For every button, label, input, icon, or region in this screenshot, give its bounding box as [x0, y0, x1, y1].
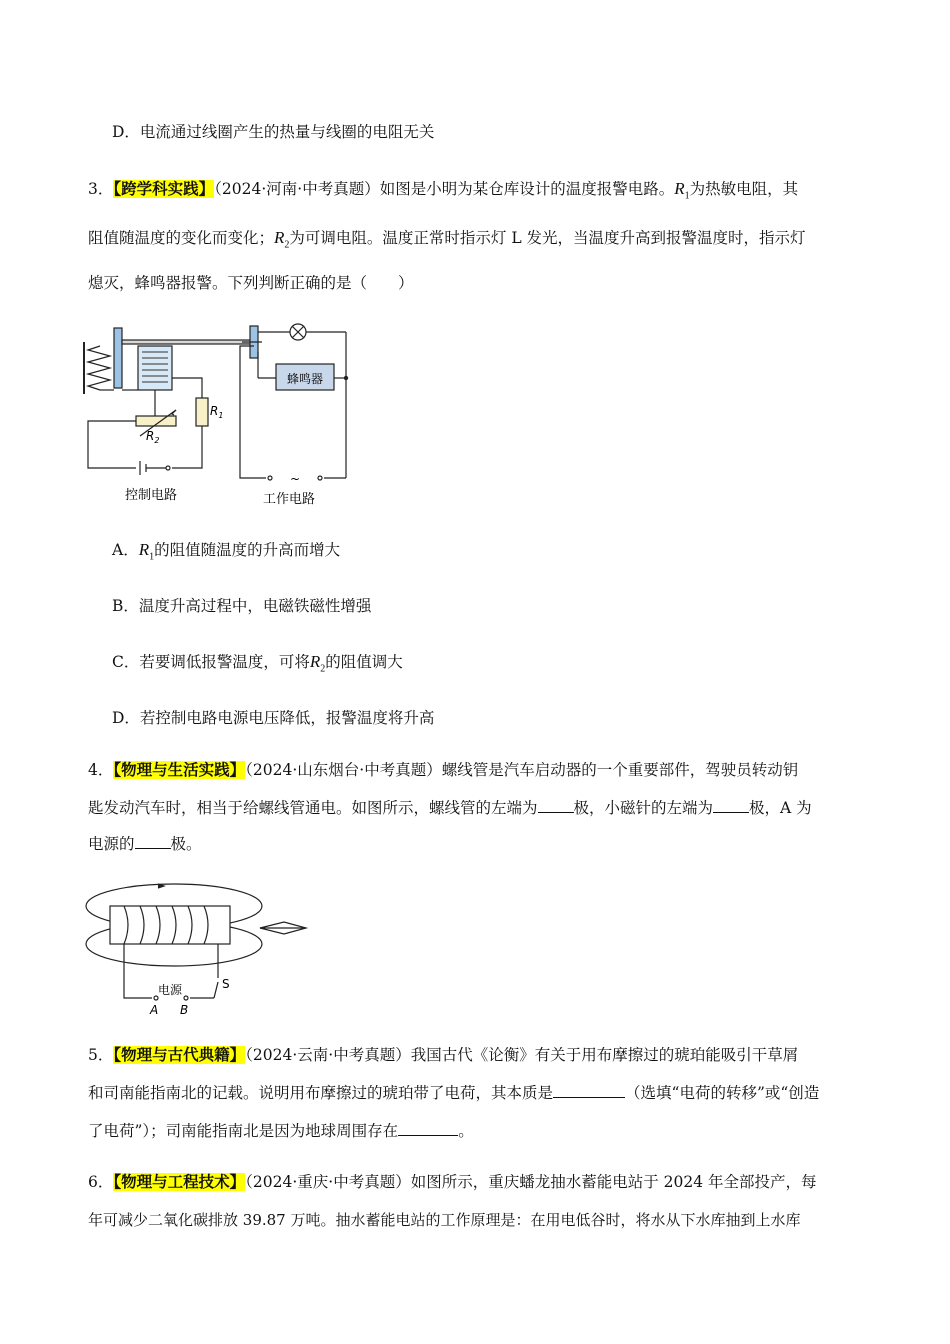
q6-number: 6．	[88, 1173, 114, 1191]
blank-5[interactable]	[398, 1121, 458, 1136]
blank-2[interactable]	[713, 798, 749, 813]
q3-option-c: C．若要调低报警温度，可将$R_2$的阻值调大	[112, 652, 403, 675]
q3-line2	[88, 228, 806, 255]
q2-option-d: D．电流通过线圈产生的热量与线圈的电阻无关	[112, 123, 435, 141]
power-label: 电源	[158, 983, 183, 997]
r1-label: $R_1$	[210, 404, 224, 420]
q3-text: 阻值随温度的变化而变化；	[88, 229, 275, 247]
q3-number: 3．	[88, 180, 114, 198]
q4-line2: 匙发动汽车时，相当于给螺线管通电。如图所示，螺线管的左端为 极，小磁针的左端为 极，A 为	[88, 799, 812, 817]
q6-line2: 年可减少二氧化碳排放 39.87 万吨。抽水蓄能电站的工作原理是：在用电低谷时，将水从下水库抽到上水库	[88, 1211, 801, 1229]
armature-post	[114, 328, 122, 388]
r1-symbol: $R_1$	[674, 179, 690, 202]
r1-symbol: $R_1$	[138, 540, 155, 563]
q5-line1: 5．【物理与古代典籍】（2024·云南·中考真题）我国古代《论衡》有关于用布摩擦过的琥珀能吸引干草屑	[88, 1046, 799, 1064]
alarm-circuit-diagram	[80, 318, 370, 513]
q3-tag: 【跨学科实践】	[113, 180, 215, 198]
q3-line1	[88, 179, 798, 206]
q5-line2: 和司南能指南北的记载。说明用布摩擦过的琥珀带了电荷，其本质是 （选填“电荷的转移”或“创造	[88, 1084, 820, 1102]
q5-line3: 了电荷”）；司南能指南北是因为地球周围存在 。	[88, 1122, 474, 1140]
blank-1[interactable]	[538, 798, 574, 813]
blank-3[interactable]	[135, 834, 171, 849]
q3-text: 为热敏电阻，其	[689, 180, 799, 198]
terminal-a: A	[150, 1003, 159, 1017]
switch-s: S	[222, 977, 230, 991]
q5-tag: 【物理与古代典籍】	[113, 1046, 246, 1064]
work-circuit-label: 工作电路	[263, 492, 316, 507]
q3-line3: 熄灭，蜂鸣器报警。下列判断正确的是（ ）	[88, 274, 414, 292]
q4-tag: 【物理与生活实践】	[113, 761, 246, 779]
q3-option-a: A．$R_1$的阻值随温度的升高而增大	[112, 540, 341, 563]
q4-number: 4．	[88, 761, 114, 779]
armature-lever	[122, 340, 252, 344]
r2-label: $R_2$	[146, 429, 160, 445]
q5-number: 5．	[88, 1046, 114, 1064]
blank-4[interactable]	[553, 1083, 625, 1098]
q4-line1: 4．【物理与生活实践】（2024·山东烟台·中考真题）螺线管是汽车启动器的一个重要部件，驾驶员转动钥	[88, 761, 799, 779]
terminal-b: B	[180, 1003, 189, 1017]
q3-option-b: B．温度升高过程中，电磁铁磁性增强	[112, 597, 372, 615]
r1-resistor	[196, 398, 208, 426]
q6-tag: 【物理与工程技术】	[113, 1173, 246, 1191]
ac-symbol: ~	[289, 472, 301, 486]
q3-text: （2024·河南·中考真题）如图是小明为某仓库设计的温度报警电路。	[214, 180, 675, 198]
control-circuit-label: 控制电路	[125, 488, 178, 503]
q6-line1: 6．【物理与工程技术】（2024·重庆·中考真题）如图所示，重庆蟠龙抽水蓄能电站于 2024 年全部投产，每	[88, 1173, 817, 1191]
q3-text: 为可调电阻。温度正常时指示灯 L 发光，当温度升高到报警温度时，指示灯	[289, 229, 806, 247]
q3-option-d: D．若控制电路电源电压降低，报警温度将升高	[112, 709, 435, 727]
electromagnet	[138, 346, 172, 390]
buzzer-label: 蜂鸣器	[286, 372, 324, 386]
spring	[88, 346, 110, 390]
q4-line3: 电源的 极。	[88, 835, 202, 853]
solenoid-diagram	[82, 876, 312, 1021]
r2-symbol: $R_2$	[274, 228, 290, 251]
r2-symbol: $R_2$	[309, 652, 326, 675]
